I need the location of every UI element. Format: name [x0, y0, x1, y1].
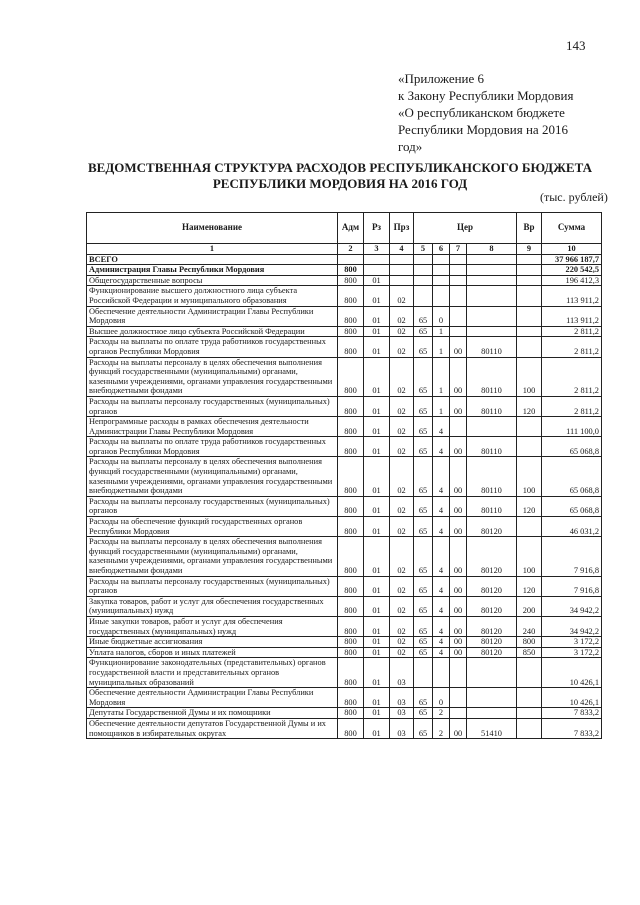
- row-sum: 111 100,0: [542, 417, 602, 437]
- row-cer-2: 2: [433, 718, 450, 738]
- row-rz: 01: [364, 708, 390, 719]
- table-row: [87, 658, 602, 688]
- row-sum: 2 811,2: [542, 337, 602, 357]
- row-prz: 03: [390, 658, 414, 688]
- row-cer-4: [467, 286, 517, 306]
- row-adm: 800: [338, 396, 364, 416]
- appendix-line: «Приложение 6: [398, 71, 485, 86]
- row-sum: 7 916,8: [542, 537, 602, 576]
- row-adm: 800: [338, 457, 364, 496]
- row-prz: [390, 275, 414, 286]
- table-row: [87, 306, 602, 326]
- row-sum: 3 172,2: [542, 647, 602, 658]
- table-row: [87, 637, 602, 648]
- header-vr: Вр: [517, 213, 542, 244]
- row-name: Расходы на выплаты персоналу в целях обеспечения выполнения функций государственными (муниципальными) органами, казенными учреждениями, органами управления государственными внебюджетными фондами: [87, 537, 338, 576]
- row-vr: 100: [517, 537, 542, 576]
- row-cer-2: 4: [433, 457, 450, 496]
- row-cer-4: [467, 306, 517, 326]
- row-prz: 02: [390, 417, 414, 437]
- row-cer-4: 80120: [467, 576, 517, 596]
- row-vr: 120: [517, 576, 542, 596]
- row-cer-3: 00: [450, 596, 467, 616]
- row-adm: 800: [338, 517, 364, 537]
- row-prz: 03: [390, 718, 414, 738]
- row-cer-3: [450, 286, 467, 306]
- row-cer-1: 65: [414, 306, 433, 326]
- row-cer-1: 65: [414, 417, 433, 437]
- row-cer-2: 4: [433, 596, 450, 616]
- row-cer-1: 65: [414, 647, 433, 658]
- row-name: Функционирование высшего должностного лица субъекта Российской Федерации и муниципального образования: [87, 286, 338, 306]
- row-sum: 65 068,8: [542, 437, 602, 457]
- row-cer-4: [467, 275, 517, 286]
- column-number: 4: [390, 244, 414, 255]
- row-cer-2: 1: [433, 326, 450, 337]
- row-prz: 02: [390, 396, 414, 416]
- row-cer-2: 4: [433, 647, 450, 658]
- table-row: [87, 576, 602, 596]
- row-cer-3: [450, 326, 467, 337]
- row-cer-4: 80120: [467, 596, 517, 616]
- row-adm: 800: [338, 496, 364, 516]
- row-prz: 02: [390, 337, 414, 357]
- row-name: Депутаты Государственной Думы и их помощники: [87, 708, 338, 719]
- table-row: [87, 417, 602, 437]
- row-adm: 800: [338, 616, 364, 636]
- row-cer-4: [467, 417, 517, 437]
- row-cer-1: [414, 265, 433, 276]
- row-sum: 37 966 187,7: [542, 254, 602, 265]
- row-cer-1: [414, 254, 433, 265]
- table-row: [87, 537, 602, 576]
- header-name: Наименование: [87, 213, 338, 244]
- row-sum: 7 916,8: [542, 576, 602, 596]
- row-rz: 01: [364, 496, 390, 516]
- row-rz: 01: [364, 718, 390, 738]
- row-prz: 02: [390, 326, 414, 337]
- row-vr: [517, 417, 542, 437]
- row-sum: 113 911,2: [542, 306, 602, 326]
- table-row: [87, 517, 602, 537]
- row-cer-2: 4: [433, 437, 450, 457]
- row-prz: 02: [390, 537, 414, 576]
- row-adm: 800: [338, 286, 364, 306]
- row-cer-3: [450, 254, 467, 265]
- column-number: 2: [338, 244, 364, 255]
- row-cer-2: 4: [433, 496, 450, 516]
- row-adm: 800: [338, 718, 364, 738]
- row-name: Расходы на выплаты персоналу в целях обеспечения выполнения функций государственными (муниципальными) органами, казенными учреждениями, органами управления государственными внебюджетными фондами: [87, 357, 338, 396]
- row-cer-3: [450, 417, 467, 437]
- budget-table: [86, 212, 602, 739]
- row-cer-1: 65: [414, 688, 433, 708]
- row-name: Обеспечение деятельности Администрации Главы Республики Мордовия: [87, 688, 338, 708]
- row-rz: 01: [364, 337, 390, 357]
- appendix-line: год»: [398, 139, 423, 154]
- table-row: [87, 596, 602, 616]
- row-adm: 800: [338, 688, 364, 708]
- row-vr: 850: [517, 647, 542, 658]
- row-prz: 02: [390, 576, 414, 596]
- row-vr: 100: [517, 457, 542, 496]
- row-vr: 120: [517, 496, 542, 516]
- table-row: [87, 275, 602, 286]
- appendix-line: «О республиканском бюджете: [398, 105, 565, 120]
- row-vr: [517, 306, 542, 326]
- column-number: 7: [450, 244, 467, 255]
- row-cer-1: 65: [414, 596, 433, 616]
- row-cer-4: 80110: [467, 437, 517, 457]
- row-prz: 02: [390, 437, 414, 457]
- row-rz: 01: [364, 637, 390, 648]
- row-cer-2: 2: [433, 708, 450, 719]
- row-vr: [517, 326, 542, 337]
- row-cer-3: 00: [450, 576, 467, 596]
- row-adm: 800: [338, 337, 364, 357]
- table-row: [87, 647, 602, 658]
- row-adm: 800: [338, 637, 364, 648]
- row-sum: 113 911,2: [542, 286, 602, 306]
- row-cer-1: 65: [414, 496, 433, 516]
- row-sum: 65 068,8: [542, 457, 602, 496]
- header-sum: Сумма: [542, 213, 602, 244]
- row-cer-3: 00: [450, 637, 467, 648]
- row-cer-2: 1: [433, 357, 450, 396]
- row-rz: 01: [364, 596, 390, 616]
- row-cer-4: [467, 254, 517, 265]
- row-cer-2: 0: [433, 688, 450, 708]
- row-adm: 800: [338, 658, 364, 688]
- row-cer-4: [467, 265, 517, 276]
- row-prz: 03: [390, 688, 414, 708]
- row-name: Расходы на выплаты персоналу государственных (муниципальных) органов: [87, 396, 338, 416]
- row-vr: [517, 718, 542, 738]
- header-adm: Адм: [338, 213, 364, 244]
- row-cer-2: 4: [433, 576, 450, 596]
- row-cer-3: [450, 708, 467, 719]
- title-line-1: ВЕДОМСТВЕННАЯ СТРУКТУРА РАСХОДОВ РЕСПУБЛИКАНСКОГО БЮДЖЕТА: [87, 160, 593, 175]
- row-vr: 200: [517, 596, 542, 616]
- row-name: Расходы на обеспечение функций государственных органов Республики Мордовия: [87, 517, 338, 537]
- row-name: Расходы на выплаты по оплате труда работников государственных органов Республики Мордовия: [87, 437, 338, 457]
- row-cer-1: [414, 275, 433, 286]
- row-cer-2: [433, 275, 450, 286]
- row-sum: 46 031,2: [542, 517, 602, 537]
- row-cer-2: [433, 254, 450, 265]
- row-adm: 800: [338, 357, 364, 396]
- row-rz: 01: [364, 537, 390, 576]
- header-cer: Цер: [414, 213, 517, 244]
- row-rz: 01: [364, 417, 390, 437]
- row-rz: 01: [364, 688, 390, 708]
- row-cer-2: 4: [433, 616, 450, 636]
- row-prz: 02: [390, 286, 414, 306]
- row-sum: 10 426,1: [542, 688, 602, 708]
- header-prz: Прз: [390, 213, 414, 244]
- table-row: [87, 708, 602, 719]
- row-cer-1: 65: [414, 718, 433, 738]
- row-prz: 02: [390, 517, 414, 537]
- table-row: [87, 357, 602, 396]
- column-number: 9: [517, 244, 542, 255]
- row-name: Иные закупки товаров, работ и услуг для обеспечения государственных (муниципальных) нужд: [87, 616, 338, 636]
- row-cer-3: [450, 306, 467, 326]
- row-cer-3: [450, 658, 467, 688]
- row-cer-4: 80110: [467, 496, 517, 516]
- row-prz: 02: [390, 496, 414, 516]
- row-vr: [517, 337, 542, 357]
- row-cer-3: [450, 275, 467, 286]
- column-number: 3: [364, 244, 390, 255]
- row-adm: 800: [338, 537, 364, 576]
- row-cer-2: 4: [433, 637, 450, 648]
- column-number: 1: [87, 244, 338, 255]
- row-cer-4: 80110: [467, 457, 517, 496]
- appendix-line: Республики Мордовия на 2016: [398, 122, 568, 137]
- row-name: Общегосударственные вопросы: [87, 275, 338, 286]
- row-cer-1: [414, 286, 433, 306]
- row-cer-3: 00: [450, 457, 467, 496]
- row-cer-3: 00: [450, 616, 467, 636]
- row-vr: [517, 286, 542, 306]
- row-name: Расходы на выплаты персоналу в целях обеспечения выполнения функций государственными (муниципальными) органами, казенными учреждениями, органами управления государственными внебюджетными фондами: [87, 457, 338, 496]
- table-row: [87, 254, 602, 265]
- appendix-line: к Закону Республики Мордовия: [398, 88, 574, 103]
- row-sum: 7 833,2: [542, 718, 602, 738]
- row-vr: [517, 708, 542, 719]
- table-row: [87, 688, 602, 708]
- row-name: Расходы на выплаты по оплате труда работников государственных органов Республики Мордовия: [87, 337, 338, 357]
- row-sum: 34 942,2: [542, 616, 602, 636]
- appendix-note: [398, 70, 573, 155]
- header-rz: Рз: [364, 213, 390, 244]
- row-cer-4: 80110: [467, 337, 517, 357]
- row-adm: 800: [338, 275, 364, 286]
- row-cer-1: 65: [414, 576, 433, 596]
- row-cer-4: [467, 688, 517, 708]
- row-rz: 01: [364, 457, 390, 496]
- row-sum: 2 811,2: [542, 357, 602, 396]
- table-row: [87, 496, 602, 516]
- row-prz: 02: [390, 647, 414, 658]
- row-cer-2: 4: [433, 517, 450, 537]
- row-cer-1: [414, 658, 433, 688]
- row-cer-4: 80110: [467, 396, 517, 416]
- row-adm: [338, 254, 364, 265]
- row-adm: 800: [338, 417, 364, 437]
- row-prz: 02: [390, 637, 414, 648]
- row-vr: 240: [517, 616, 542, 636]
- row-cer-2: 0: [433, 306, 450, 326]
- row-cer-1: 65: [414, 708, 433, 719]
- row-sum: 196 412,3: [542, 275, 602, 286]
- row-cer-4: 80110: [467, 357, 517, 396]
- row-prz: 02: [390, 306, 414, 326]
- row-adm: 800: [338, 326, 364, 337]
- row-vr: [517, 265, 542, 276]
- row-name: Уплата налогов, сборов и иных платежей: [87, 647, 338, 658]
- row-rz: [364, 265, 390, 276]
- row-cer-2: 1: [433, 337, 450, 357]
- row-vr: 100: [517, 357, 542, 396]
- row-cer-1: 65: [414, 337, 433, 357]
- row-sum: 2 811,2: [542, 326, 602, 337]
- row-cer-2: [433, 286, 450, 306]
- row-cer-3: 00: [450, 718, 467, 738]
- row-cer-1: 65: [414, 326, 433, 337]
- row-cer-3: 00: [450, 396, 467, 416]
- row-cer-1: 65: [414, 396, 433, 416]
- row-cer-2: 4: [433, 417, 450, 437]
- table-row: [87, 265, 602, 276]
- row-adm: 800: [338, 306, 364, 326]
- row-vr: [517, 275, 542, 286]
- row-prz: 03: [390, 708, 414, 719]
- row-sum: 10 426,1: [542, 658, 602, 688]
- table-row: [87, 326, 602, 337]
- row-rz: 01: [364, 658, 390, 688]
- row-name: Расходы на выплаты персоналу государственных (муниципальных) органов: [87, 496, 338, 516]
- row-rz: 01: [364, 306, 390, 326]
- row-cer-4: 51410: [467, 718, 517, 738]
- document-title: [60, 160, 620, 192]
- row-rz: 01: [364, 357, 390, 396]
- row-cer-3: 00: [450, 437, 467, 457]
- row-sum: 220 542,5: [542, 265, 602, 276]
- row-rz: 01: [364, 616, 390, 636]
- row-name: Расходы на выплаты персоналу государственных (муниципальных) органов: [87, 576, 338, 596]
- column-numbers-row: [87, 244, 602, 255]
- row-cer-1: 65: [414, 616, 433, 636]
- table-row: [87, 337, 602, 357]
- column-number: 5: [414, 244, 433, 255]
- row-cer-3: [450, 265, 467, 276]
- row-prz: 02: [390, 616, 414, 636]
- row-rz: 01: [364, 437, 390, 457]
- row-cer-1: 65: [414, 637, 433, 648]
- row-cer-4: 80120: [467, 647, 517, 658]
- row-cer-3: [450, 688, 467, 708]
- row-name: Администрация Главы Республики Мордовия: [87, 265, 338, 276]
- row-rz: 01: [364, 517, 390, 537]
- row-cer-2: 4: [433, 537, 450, 576]
- table-row: [87, 616, 602, 636]
- row-cer-4: [467, 708, 517, 719]
- row-name: Функционирование законодательных (представительных) органов государственной власти и представительных органов муниципальных образований: [87, 658, 338, 688]
- row-rz: 01: [364, 326, 390, 337]
- row-cer-4: [467, 326, 517, 337]
- row-adm: 800: [338, 708, 364, 719]
- column-number: 10: [542, 244, 602, 255]
- row-cer-1: 65: [414, 537, 433, 576]
- row-cer-3: 00: [450, 517, 467, 537]
- table-row: [87, 718, 602, 738]
- row-prz: 02: [390, 457, 414, 496]
- column-number: 8: [467, 244, 517, 255]
- row-rz: [364, 254, 390, 265]
- row-sum: 7 833,2: [542, 708, 602, 719]
- row-vr: 120: [517, 396, 542, 416]
- row-prz: 02: [390, 357, 414, 396]
- row-cer-3: 00: [450, 647, 467, 658]
- row-cer-4: 80120: [467, 616, 517, 636]
- row-adm: 800: [338, 576, 364, 596]
- row-vr: [517, 254, 542, 265]
- row-rz: 01: [364, 576, 390, 596]
- row-adm: 800: [338, 647, 364, 658]
- row-vr: 800: [517, 637, 542, 648]
- row-vr: [517, 688, 542, 708]
- row-name: Обеспечение деятельности депутатов Государственной Думы и их помощников в избирательных округах: [87, 718, 338, 738]
- row-sum: 3 172,2: [542, 637, 602, 648]
- table-row: [87, 396, 602, 416]
- unit-label: (тыс. рублей): [540, 190, 608, 204]
- row-cer-4: 80120: [467, 637, 517, 648]
- table-row: [87, 437, 602, 457]
- column-number: 6: [433, 244, 450, 255]
- row-rz: 01: [364, 275, 390, 286]
- title-line-2: РЕСПУБЛИКИ МОРДОВИЯ НА 2016 ГОД: [212, 176, 468, 191]
- row-cer-2: [433, 658, 450, 688]
- row-cer-4: 80120: [467, 537, 517, 576]
- row-vr: [517, 658, 542, 688]
- row-name: Высшее должностное лицо субъекта Российской Федерации: [87, 326, 338, 337]
- row-sum: 2 811,2: [542, 396, 602, 416]
- row-cer-1: 65: [414, 437, 433, 457]
- row-sum: 34 942,2: [542, 596, 602, 616]
- row-cer-2: [433, 265, 450, 276]
- row-vr: [517, 517, 542, 537]
- row-prz: [390, 265, 414, 276]
- row-sum: 65 068,8: [542, 496, 602, 516]
- row-cer-3: 00: [450, 496, 467, 516]
- row-adm: 800: [338, 596, 364, 616]
- row-prz: 02: [390, 596, 414, 616]
- row-name: Закупка товаров, работ и услуг для обеспечения государственных (муниципальных) нужд: [87, 596, 338, 616]
- row-adm: 800: [338, 265, 364, 276]
- row-rz: 01: [364, 396, 390, 416]
- row-cer-1: 65: [414, 457, 433, 496]
- row-cer-3: 00: [450, 537, 467, 576]
- row-cer-4: 80120: [467, 517, 517, 537]
- header-row: [87, 213, 602, 244]
- row-cer-1: 65: [414, 517, 433, 537]
- row-prz: [390, 254, 414, 265]
- row-adm: 800: [338, 437, 364, 457]
- row-vr: [517, 437, 542, 457]
- row-name: Непрограммные расходы в рамках обеспечения деятельности Администрации Главы Республики Мордовия: [87, 417, 338, 437]
- row-cer-2: 1: [433, 396, 450, 416]
- row-cer-3: 00: [450, 357, 467, 396]
- row-name: Иные бюджетные ассигнования: [87, 637, 338, 648]
- row-cer-3: 00: [450, 337, 467, 357]
- row-rz: 01: [364, 647, 390, 658]
- row-name: Обеспечение деятельности Администрации Главы Республики Мордовия: [87, 306, 338, 326]
- row-name: ВСЕГО: [87, 254, 338, 265]
- row-rz: 01: [364, 286, 390, 306]
- row-cer-4: [467, 658, 517, 688]
- page-number: 143: [566, 38, 586, 53]
- table-row: [87, 457, 602, 496]
- row-cer-1: 65: [414, 357, 433, 396]
- table-row: [87, 286, 602, 306]
